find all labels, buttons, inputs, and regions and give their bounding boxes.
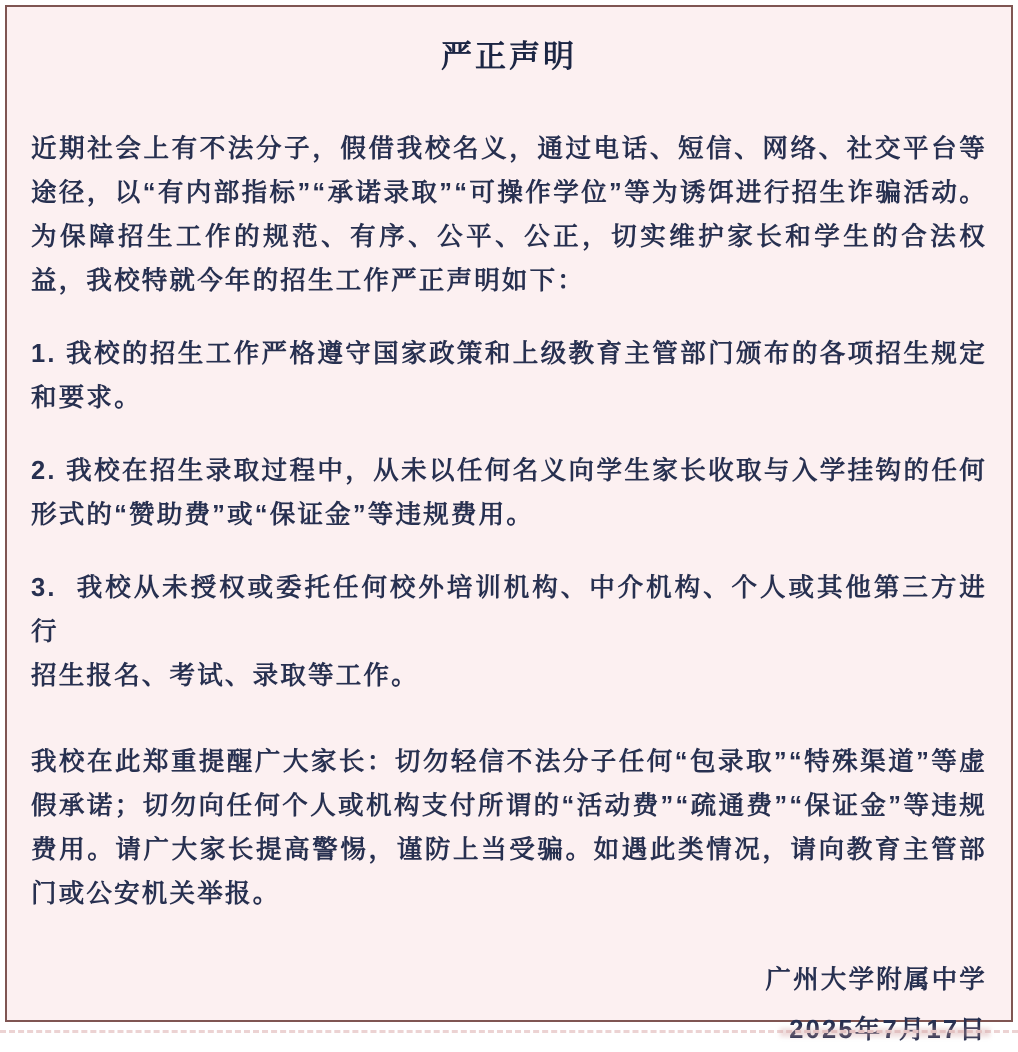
intro-paragraph <box>31 127 987 303</box>
text-line: 和要求。 <box>31 384 142 412</box>
text-line: 为保障招生工作的规范、有序、公平、公正，切实维护家长和学生的合法权 <box>31 223 987 251</box>
school-signature: 广州大学附属中学 <box>765 966 987 994</box>
text-line: 费用。请广大家长提高警惕，谨防上当受骗。如遇此类情况，请向教育主管部 <box>31 836 987 864</box>
text-line: 途径，以“有内部指标”“承诺录取”“可操作学位”等为诱饵进行招生诈骗活动。 <box>31 179 987 207</box>
text-line: 门或公安机关举报。 <box>31 880 281 908</box>
text-line: 3. 我校从未授权或委托任何校外培训机构、中介机构、个人或其他第三方进行 <box>31 574 987 646</box>
statement-item-2 <box>31 449 987 537</box>
reminder-paragraph <box>31 740 987 916</box>
notice-date: 2025年7月17日 <box>789 1016 987 1044</box>
text-line: 招生报名、考试、录取等工作。 <box>31 662 419 690</box>
text-line: 近期社会上有不法分子，假借我校名义，通过电话、短信、网络、社交平台等 <box>31 135 987 163</box>
text-line: 形式的“赞助费”或“保证金”等违规费用。 <box>31 501 535 529</box>
text-line: 1. 我校的招生工作严格遵守国家政策和上级教育主管部门颁布的各项招生规定 <box>31 340 987 368</box>
text-line: 益，我校特就今年的招生工作严正声明如下： <box>31 267 586 295</box>
text-line: 2. 我校在招生录取过程中，从未以任何名义向学生家长收取与入学挂钩的任何 <box>31 457 987 485</box>
notice-title: 严正声明 <box>441 39 577 74</box>
statement-item-3 <box>31 566 987 698</box>
text-line: 我校在此郑重提醒广大家长：切勿轻信不法分子任何“包录取”“特殊渠道”等虚 <box>31 748 987 776</box>
cutoff-watermark <box>780 1028 990 1037</box>
statement-item-1 <box>31 332 987 420</box>
notice-panel <box>5 5 1013 1044</box>
text-line: 假承诺；切勿向任何个人或机构支付所谓的“活动费”“疏通费”“保证金”等违规 <box>31 792 987 820</box>
